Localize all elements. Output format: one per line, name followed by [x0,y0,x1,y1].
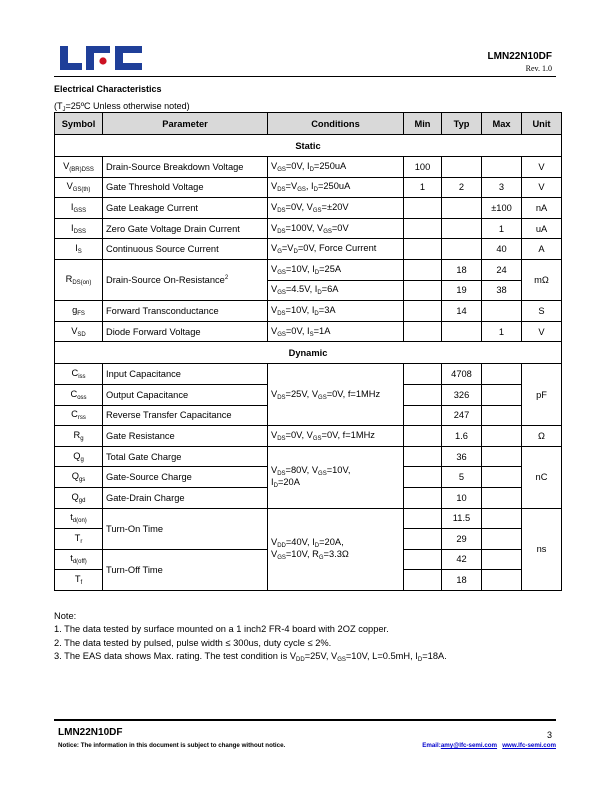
footer-divider [54,719,556,721]
table-row: $I_{DSS}$ Zero Gate Voltage Drain Current $V_{DS}=100V$, $V_{GS}=0V$ 1 uA [55,218,562,239]
table-row: $C_{rss}$ Reverse Transfer Capacitance 247 [55,405,562,426]
table-row: $t_{d(off)}$ Turn-Off Time 42 [55,549,562,570]
conditions-note: ($T_J=25ºC$ Unless otherwise noted) [54,101,190,113]
note-item: 2. The data tested by pulsed, pulse width ≤ 300us, duty cycle ≤ 2%. [54,637,332,648]
electrical-characteristics-table [54,112,562,591]
header-cell: Typ [442,113,482,135]
section-row-static: Static [55,135,562,157]
table-row: $V_{GS(th)}$ Gate Threshold Voltage $V_{DS}=V_{GS}$, $I_D=250uA$ 1 2 3 V [55,177,562,198]
table-row: $V_{GS}=4.5V$, $I_D=6A$ 19 38 [55,280,562,301]
notes-title: Note: [54,611,77,621]
header-cell: Parameter [103,113,268,135]
table-row: $I_{GSS}$ Gate Leakage Current $V_{DS}=0V$, $V_{GS}=\pm 20V$ ±100 nA [55,198,562,219]
email-label: Email: [422,742,441,749]
table-row: $R_{DS(on)}$ Drain-Source On-Resistance$^2$ $V_{GS}=10V$, $I_D=25A$ 18 24 mΩ [55,259,562,280]
table-row: $T_r$ 29 [55,529,562,550]
footer-notice: Notice: The information in this document is subject to change without notice. [58,742,286,749]
table-row: $Q_g$ Total Gate Charge $V_{DS}=80V$, $V_{GS}=10V$, $I_D=20A$ 36 nC [55,446,562,467]
notes [54,610,447,667]
email-link[interactable]: amy@lfc-semi.com [440,742,498,749]
table-row: $C_{oss}$ Output Capacitance 326 [55,384,562,405]
table-row: $V_{SD}$ Diode Forward Voltage $V_{GS}=0V$, $I_S=1A$ 1 V [55,321,562,342]
table-row: $T_f$ 18 [55,570,562,591]
table-row: $g_{FS}$ Forward Transconductance $V_{DS}=10V$, $I_D=3A$ 14 S [55,301,562,322]
header-cell: Max [482,113,522,135]
table-row: $V_{(BR)DSS}$ Drain-Source Breakdown Voltage $V_{GS}=0V$, $I_D=250uA$ 100 V [55,157,562,178]
header-divider [54,76,556,77]
header-part-number: LMN22N10DF [487,51,552,62]
table-row: $Q_{gs}$ Gate-Source Charge 5 [55,467,562,488]
header-cell: Symbol [55,113,103,135]
table-row: $C_{iss}$ Input Capacitance $V_{DS}=25V$, $V_{GS}=0V$, f=1MHz 4708 pF [55,364,562,385]
page-number: 3 [546,730,552,740]
section-row-dynamic: Dynamic [55,342,562,364]
header-revision: Rev. 1.0 [525,64,552,73]
header-cell: Min [404,113,442,135]
note-item: 1. The data tested by surface mounted on a 1 inch2 FR-4 board with 2OZ copper. [54,624,389,635]
table-row: $R_g$ Gate Resistance $V_{DS}=0V$, $V_{GS}=0V$, f=1MHz 1.6 Ω [55,426,562,447]
footer-contact [422,742,556,749]
section-title: Electrical Characteristics [54,84,162,94]
footer-part-number: LMN22N10DF [58,727,123,738]
note-item: 3. The EAS data shows Max. rating. The test condition is $V_{DD}=25V$, $V_{GS}=10V$, L=0.5mH, $I_D=18A$. [54,650,447,663]
table-row: $t_{d(on)}$ Turn-On Time $V_{DD}=40V$, $I_D=20A$, $V_{GS}=10V$, $R_G=3.3\Omega$ 11.5 ns [55,508,562,529]
header-cell: Unit [522,113,562,135]
website-link[interactable]: www.lfc-semi.com [502,742,556,749]
table-header-row [55,113,562,135]
header-cell: Conditions [268,113,404,135]
table-row: $I_S$ Continuous Source Current $V_G=V_D=0V$, Force Current 40 A [55,239,562,260]
lfc-logo [58,44,144,71]
table-row: $Q_{gd}$ Gate-Drain Charge 10 [55,487,562,508]
